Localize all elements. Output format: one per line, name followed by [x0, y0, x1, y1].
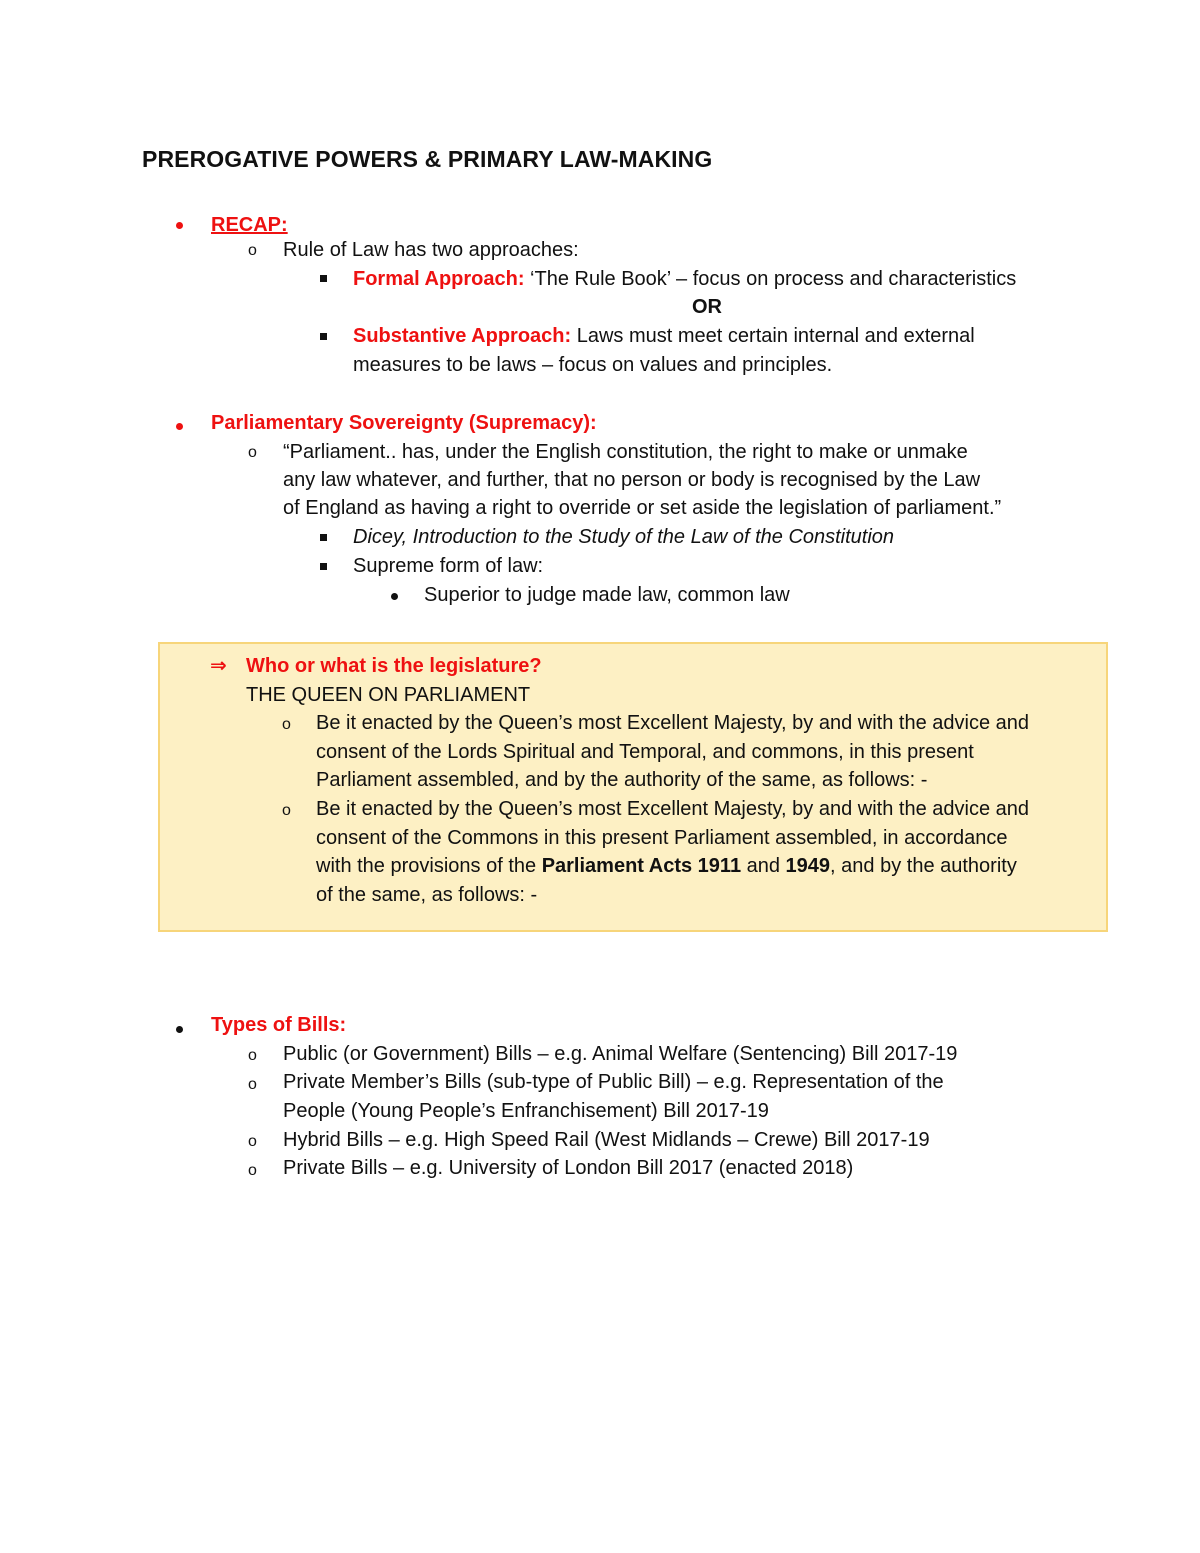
legislature-question: Who or what is the legislature?: [246, 655, 542, 677]
enacting-formula-line: Parliament assembled, and by the authority of the same, as follows: -: [316, 769, 928, 791]
circle-bullet-icon: o: [248, 1162, 257, 1179]
enacting-formula-line: Be it enacted by the Queen’s most Excellent Majesty, by and with the advice and: [316, 798, 1029, 820]
legislature-subheading: THE QUEEN ON PARLIAMENT: [246, 684, 531, 706]
circle-bullet-icon: o: [282, 716, 291, 733]
bill-type-item: Hybrid Bills – e.g. High Speed Rail (West Midlands – Crewe) Bill 2017-19: [283, 1129, 930, 1151]
formula-text: , and by the authority: [830, 855, 1017, 877]
circle-bullet-icon: o: [248, 1133, 257, 1150]
formal-approach-text: ‘The Rule Book’ – focus on process and characteristics: [524, 268, 1017, 290]
bullet-dot-icon: [391, 593, 398, 600]
substantive-approach-label: Substantive Approach:: [353, 325, 572, 347]
recap-heading: RECAP:: [211, 214, 288, 236]
bill-type-item-cont: People (Young People’s Enfranchisement) Bill 2017-19: [283, 1100, 769, 1122]
enacting-formula-line: consent of the Commons in this present Parliament assembled, in accordance: [316, 827, 1008, 849]
or-separator: OR: [692, 296, 722, 318]
square-bullet-icon: [320, 563, 327, 570]
double-arrow-icon: ⇒: [210, 655, 227, 677]
parliament-acts-reference: Parliament Acts 1911: [541, 855, 742, 877]
substantive-approach-text: Laws must meet certain internal and external: [571, 325, 975, 347]
dicey-citation: Dicey, Introduction to the Study of the Law of the Constitution: [353, 526, 895, 548]
square-bullet-icon: [320, 275, 327, 282]
bill-type-item: Private Bills – e.g. University of London Bill 2017 (enacted 2018): [283, 1157, 854, 1179]
recap-intro: Rule of Law has two approaches:: [283, 239, 579, 261]
superior-law: Superior to judge made law, common law: [424, 584, 790, 606]
formal-approach: [353, 265, 1016, 294]
page-title: PREROGATIVE POWERS & PRIMARY LAW-MAKING: [142, 146, 713, 172]
substantive-approach: [353, 322, 975, 351]
substantive-approach-cont: measures to be laws – focus on values and principles.: [353, 354, 833, 376]
circle-bullet-icon: o: [248, 444, 257, 461]
enacting-formula-line: Be it enacted by the Queen’s most Excellent Majesty, by and with the advice and: [316, 712, 1029, 734]
sovereignty-heading: Parliamentary Sovereignty (Supremacy):: [211, 412, 597, 434]
circle-bullet-icon: o: [248, 242, 257, 259]
circle-bullet-icon: o: [248, 1076, 257, 1093]
formula-text: with the provisions of the: [316, 855, 542, 877]
enacting-formula-line: [316, 852, 1017, 881]
bill-type-item: Public (or Government) Bills – e.g. Animal Welfare (Sentencing) Bill 2017-19: [283, 1043, 958, 1065]
dicey-quote-line: of England as having a right to override or set aside the legislation of parliament.”: [283, 497, 1002, 519]
square-bullet-icon: [320, 534, 327, 541]
supreme-form: Supreme form of law:: [353, 555, 544, 577]
bullet-dot-icon: [176, 1026, 183, 1033]
year-1949: 1949: [785, 855, 831, 877]
bullet-dot-icon: [176, 423, 183, 430]
bill-type-item: Private Member’s Bills (sub-type of Public Bill) – e.g. Representation of the: [283, 1071, 944, 1093]
dicey-quote-line: “Parliament.. has, under the English constitution, the right to make or unmake: [283, 441, 968, 463]
square-bullet-icon: [320, 333, 327, 340]
formal-approach-label: Formal Approach:: [353, 268, 525, 290]
bullet-dot-icon: [176, 222, 183, 229]
dicey-quote-line: any law whatever, and further, that no person or body is recognised by the Law: [283, 469, 981, 491]
circle-bullet-icon: o: [282, 802, 291, 819]
enacting-formula-line: consent of the Lords Spiritual and Temporal, and commons, in this present: [316, 741, 974, 763]
circle-bullet-icon: o: [248, 1047, 257, 1064]
bills-heading: Types of Bills:: [211, 1014, 347, 1036]
enacting-formula-line: of the same, as follows: -: [316, 884, 538, 906]
formula-text: and: [741, 855, 786, 877]
